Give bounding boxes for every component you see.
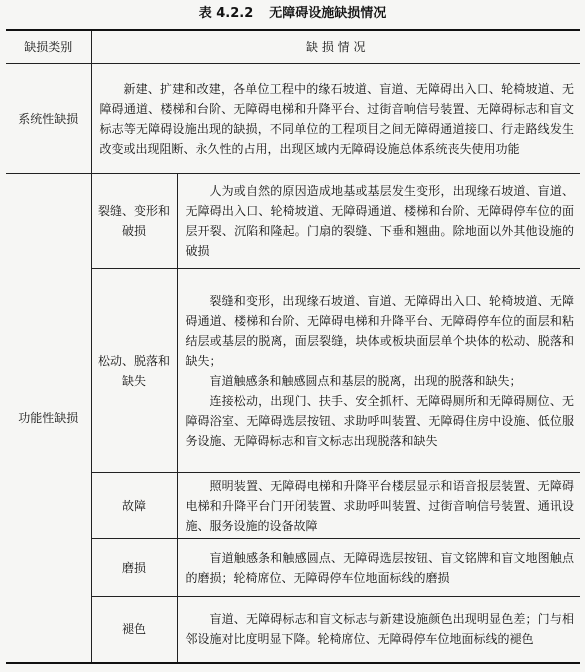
subcategory-description bbox=[177, 597, 580, 663]
description-paragraph: 照明装置、无障碍电梯和升降平台楼层显示和语音报层装置、无障碍电梯和升降平台门开闭装置、求助呼叫装置、过街音响信号装置、通讯设施、服务设施的设备故障 bbox=[185, 478, 574, 533]
description-paragraph: 盲道触感条和触感圆点和基层的脱离，出现的脱落和缺失； bbox=[209, 373, 522, 388]
systemic-text: 新建、扩建和改建，各单位工程中的缘石坡道、盲道、无障碍出入口、轮椅坡道、无障碍通道、楼梯和台阶、无障碍电梯和升降平台、过街音响信号装置、无障碍标志和盲文标志等无障碍设施出现的缺损，不同单位的工程项目之间无障碍通道接口、行走路线发生改变或出现阻断、永久性的占用，出现区域内无障碍设施总体系统丧失使用功能 bbox=[99, 81, 574, 156]
functional-category: 功能性缺损 bbox=[6, 174, 91, 663]
description-paragraph: 连接松动，出现门、扶手、安全抓杆、无障碍厕所和无障碍厕位、无障碍浴室、无障碍选层按钮、求助呼叫装置、无障碍住房中设施、低位服务设施、无障碍标志和盲文标志出现脱落和缺失 bbox=[185, 393, 574, 448]
functional-row-fault bbox=[6, 473, 580, 539]
subcategory-description bbox=[177, 269, 580, 473]
table-number: 表 4.2.2 bbox=[198, 6, 254, 21]
subcategory-label: 裂缝、变形和破损 bbox=[91, 174, 177, 269]
subcategory-description bbox=[177, 473, 580, 539]
header-category: 缺损类别 bbox=[6, 30, 91, 64]
subcategory-label: 褪色 bbox=[91, 597, 177, 663]
subcategory-label: 松动、脱落和缺失 bbox=[91, 269, 177, 473]
defect-table bbox=[6, 29, 580, 664]
table-caption bbox=[0, 0, 585, 28]
description-paragraph: 盲道、无障碍标志和盲文标志与新建设施颜色出现明显色差；门与相邻设施对比度明显下降。轮椅席位、无障碍停车位地面标线的褪色 bbox=[185, 612, 574, 647]
subcategory-description bbox=[177, 539, 580, 597]
description-paragraph: 盲道触感条和触感圆点、无障碍选层按钮、盲文铭牌和盲文地图触点的磨损；轮椅席位、无障碍停车位地面标线的磨损 bbox=[185, 550, 574, 585]
functional-row-wear bbox=[6, 539, 580, 597]
functional-row-crack bbox=[6, 174, 580, 269]
description-paragraph: 人为或自然的原因造成地基或基层发生变形，出现缘石坡道、盲道、无障碍出入口、轮椅坡道、无障碍通道、楼梯和台阶、无障碍停车位的面层开裂、沉陷和隆起。门扇的裂缝、下垂和翘曲。除地面以外其他设施的破损 bbox=[185, 184, 574, 258]
functional-row-fade bbox=[6, 597, 580, 663]
systemic-description bbox=[91, 64, 580, 174]
header-row bbox=[6, 30, 580, 64]
table-title: 无障碍设施缺损情况 bbox=[269, 6, 387, 21]
header-situation: 缺 损 情 况 bbox=[91, 30, 580, 64]
systemic-category: 系统性缺损 bbox=[6, 64, 91, 174]
subcategory-label: 磨损 bbox=[91, 539, 177, 597]
functional-row-loose bbox=[6, 269, 580, 473]
description-paragraph: 裂缝和变形，出现缘石坡道、盲道、无障碍出入口、轮椅坡道、无障碍通道、楼梯和台阶、无障碍电梯和升降平台、无障碍停车位的面层和粘结层或基层的脱离，面层裂缝，块体或板块面层单个块体的松动、脱落和缺失； bbox=[185, 293, 574, 368]
subcategory-label: 故障 bbox=[91, 473, 177, 539]
subcategory-description bbox=[177, 174, 580, 269]
systemic-row bbox=[6, 64, 580, 174]
